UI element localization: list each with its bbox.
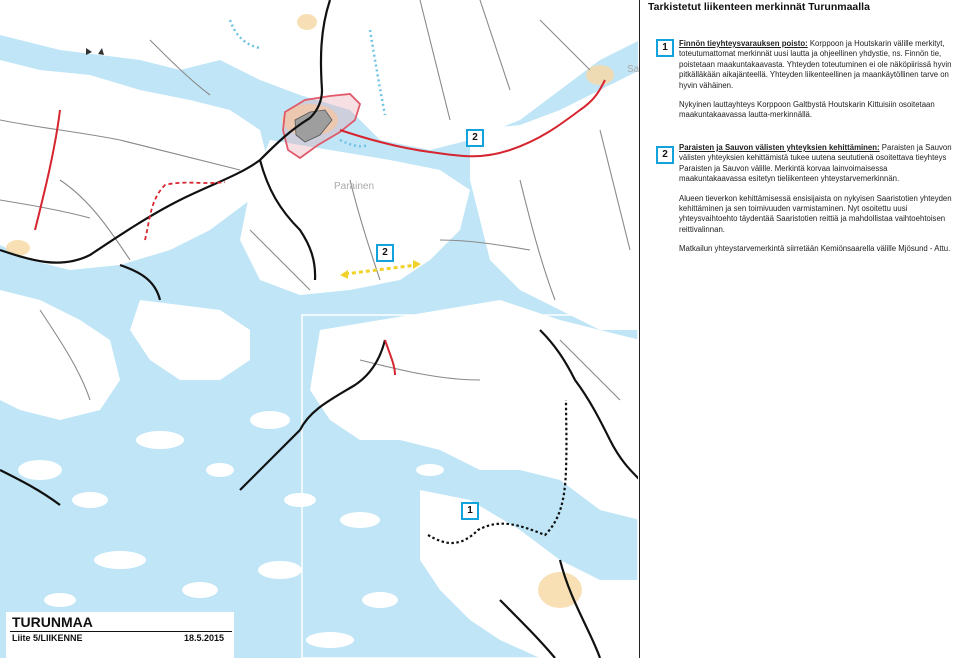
map-title: TURUNMAA [12,614,93,630]
place-label-sa: Sa [627,64,640,75]
item-1-heading: Finnön tieyhteysvarauksen poisto: [679,39,808,48]
place-label-parainen: Parainen [334,181,375,192]
item-1-badge: 1 [656,39,674,57]
map-badge-2-south: 2 [376,244,394,262]
map-badge-1: 1 [461,502,479,520]
item-2-badge: 2 [656,146,674,164]
item-2-paragraph-3: Matkailun yhteystarvemerkintä siirretään Kemiönsaarella välille Mjösund - Attu. [679,244,951,254]
map-badge-2-north: 2 [466,129,484,147]
item-2-body: Paraisten ja Sauvon välisten yhteyksien kehittämistä tukee uutena seututienä osoitettava tieyhteys Paraisten ja Sauvon välille. Merkintä korvaa lainvoimaisessa maakuntakaavassa esitetyn tieliikenteen yhteystarvemerkinnän. [679,143,952,184]
map-title-block [6,612,234,658]
item-1-paragraph-2: Nykyinen lauttayhteys Korppoon Galtbystä Houtskarin Kittuisiin osoitetaan maakuntakaavassa lautta-merkinnällä. [679,100,935,120]
map-date: 18.5.2015 [184,633,225,643]
item-1-body: Korppoon ja Houtskarin välille merkityt, toteutumattomat merkinnät uusi lautta ja ohjeellinen yhdystie, ns. Finnön tie, poistetaan maakuntakaavasta. Yhteyden toteutuminen ei ole näköpiirissä hyvin pitkälläkään aikajänteellä. Yhteyden liikenteellinen ja maankäytöllinen tarve on hyvin vähäinen. [679,39,952,90]
legend-panel [648,0,956,658]
item-2-paragraph-1 [679,143,954,185]
panel-title: Tarkistetut liikenteen merkinnät Turunmaalla [648,1,870,13]
item-2-heading: Paraisten ja Sauvon välisten yhteyksien kehittäminen: [679,143,880,152]
title-divider [10,631,232,632]
item-1-paragraph-1 [679,39,954,91]
item-2-paragraph-2: Alueen tieverkon kehittämisessä ensisijaista on nykyisen Saaristotien yhteyden kehittäminen ja sen toimivuuden varmistaminen. Nyt osoitettu uusi yhteysvaihtoehto täydentää Saaristotien reittiä ja mahdollistaa vaihtoehtoisen reittivalinnan. [679,193,952,234]
map-subtitle: Liite 5/LIIKENNE [12,633,83,643]
item-2-text [679,143,954,264]
item-1-text [679,39,954,130]
